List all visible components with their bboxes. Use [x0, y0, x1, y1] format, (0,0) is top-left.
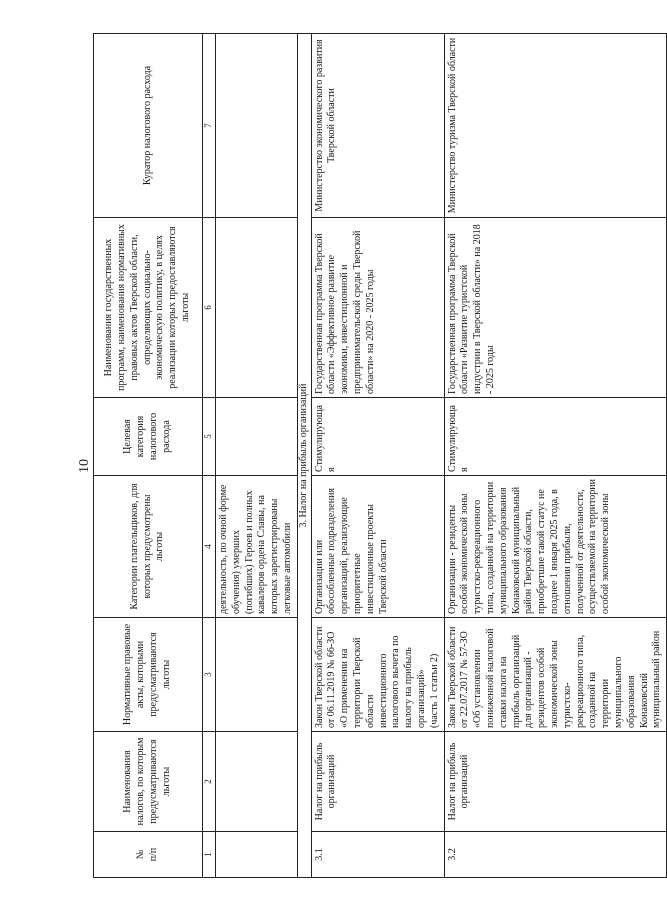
target-category-cell: Стимулирующая	[444, 398, 667, 476]
table-row	[444, 34, 667, 878]
empty-cell	[216, 398, 298, 476]
table-row	[311, 34, 444, 878]
tax-expenditure-table	[93, 33, 667, 878]
column-number: 1	[203, 832, 216, 878]
section-title: 3. Налог на прибыль организаций	[297, 34, 311, 878]
header-payer-categories: Категории плательщиков, для которых предусмотрены льготы	[94, 476, 203, 618]
tax-name-cell: Налог на прибыль организаций	[311, 732, 444, 832]
rotated-table-container	[93, 34, 663, 878]
payer-category-cell: Организации или обособленные подразделения организаций, реализующие приоритетные инвестиционные проекты Тверской области	[311, 476, 444, 618]
section-row	[297, 34, 311, 878]
header-number: № п/п	[94, 832, 203, 878]
column-number: 2	[203, 732, 216, 832]
curator-cell: Министерство туризма Тверской области	[444, 34, 667, 218]
empty-cell	[216, 218, 298, 398]
header-curator: Куратор налогового расхода	[94, 34, 203, 218]
legal-act-cell: Закон Тверской области от 22.07.2017 № 57-ЗО «Об установлении пониженной налоговой ставки налога на прибыль организаций для организаций - резидентов особой экономической зоны туристско-рекреационного типа, созданной на территории муниципального образования Конаковский муниципальный район	[444, 618, 667, 732]
header-state-programs: Наименования государственных программ, наименования нормативных правовых актов Тверской области, определяющих социально-экономическую политику, в целях реализации которых предоставляются льготы	[94, 218, 203, 398]
header-row	[94, 34, 203, 878]
row-number: 3.2	[444, 832, 667, 878]
empty-cell	[216, 832, 298, 878]
continuation-row	[216, 34, 298, 878]
row-number: 3.1	[311, 832, 444, 878]
column-number: 3	[203, 618, 216, 732]
column-numbers-row	[203, 34, 216, 878]
column-number: 7	[203, 34, 216, 218]
legal-act-cell: Закон Тверской области от 06.11.2019 № 66-ЗО «О применении на территории Тверской области инвестиционного налогового вычета по налогу на прибыль организаций» (часть 1 статьи 2)	[311, 618, 444, 732]
payer-category-cell: Организации - резиденты особой экономической зоны туристско-рекреационного типа, созданной на территории муниципального образования Конаковский муниципальный район Тверской области, приобретшие такой статус не позднее 1 января 2025 года, в отношении прибыли, полученной от деятельности, осуществляемой на территории особой экономической зоны	[444, 476, 667, 618]
curator-cell: Министерство экономического развития Тверской области	[311, 34, 444, 218]
tax-name-cell: Налог на прибыль организаций	[444, 732, 667, 832]
header-tax-name: Наименования налогов, по которым предусматриваются льготы	[94, 732, 203, 832]
column-number: 5	[203, 398, 216, 476]
state-program-cell: Государственная программа Тверской области «Развитие туристской индустрии в Тверской области» на 2018 - 2025 годы	[444, 218, 667, 398]
header-legal-acts: Нормативные правовые акты, которыми предусматриваются льготы	[94, 618, 203, 732]
empty-cell	[216, 34, 298, 218]
empty-cell	[216, 732, 298, 832]
state-program-cell: Государственная программа Тверской области «Эффективное развитие экономики, инвестиционной и предпринимательской среды Тверской области» на 2020 - 2025 годы	[311, 218, 444, 398]
column-number: 6	[203, 218, 216, 398]
target-category-cell: Стимулирующая	[311, 398, 444, 476]
empty-cell	[216, 618, 298, 732]
payer-category-cell: деятельность, по очной форме обучения) умерших (погибших) Героев и полных кавалеров ордена Славы, на которых зарегистрированы легковые автомобили	[216, 476, 298, 618]
header-target-category: Целевая категория налогового расхода	[94, 398, 203, 476]
page-number: 10	[77, 459, 92, 473]
column-number: 4	[203, 476, 216, 618]
